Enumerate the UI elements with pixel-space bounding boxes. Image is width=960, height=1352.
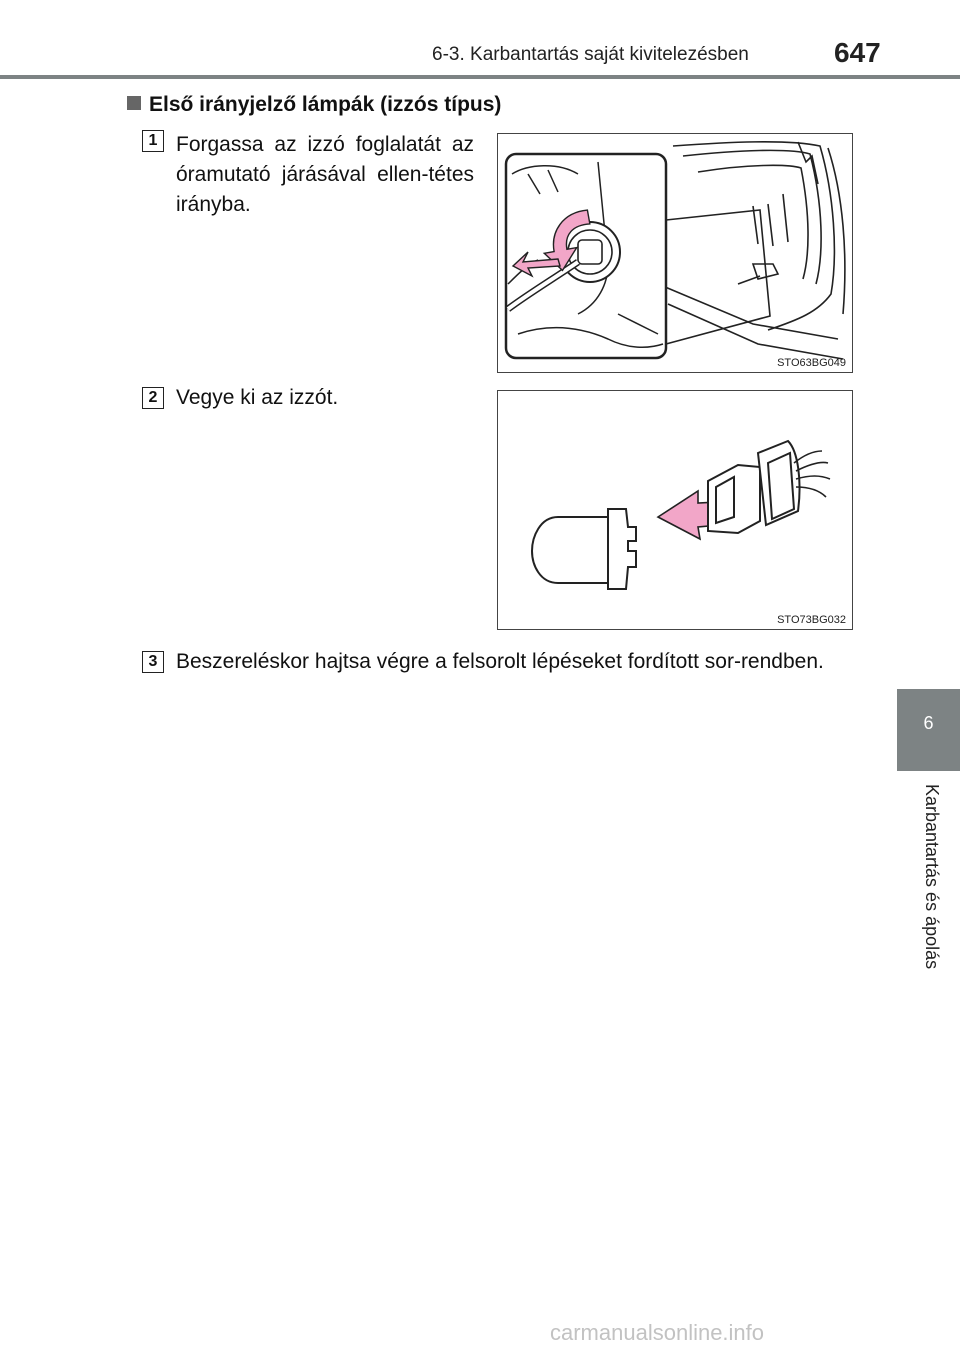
chapter-number: 6 (923, 713, 934, 733)
page-number: 647 (834, 37, 881, 68)
figure-2-drawing (498, 391, 853, 630)
figure-bulb-removal (497, 390, 853, 630)
step-1-text: Forgassa az izzó foglalatát az óramutató járásával ellen-tétes irányba. (176, 133, 474, 216)
chapter-title: Karbantartás és ápolás (922, 784, 942, 970)
step-3-badge: 3 (142, 651, 164, 673)
figure-1-code: STO63BG049 (777, 357, 846, 369)
section-title (127, 93, 501, 117)
chapter-tab (897, 689, 960, 771)
figure-2-code: STO73BG032 (777, 614, 846, 626)
step-1-badge: 1 (142, 130, 164, 152)
step-3-text: Beszereléskor hajtsa végre a felsorolt lépéseket fordított sor-rendben. (176, 650, 824, 673)
figure-1-drawing (498, 134, 853, 373)
step-2-text: Vegye ki az izzót. (176, 386, 339, 409)
header-rule (0, 75, 960, 79)
figure-bulb-socket-rotation (497, 133, 853, 373)
running-header: 6-3. Karbantartás saját kivitelezésben (432, 44, 749, 65)
section-title-text: Első irányjelző lámpák (izzós típus) (149, 93, 502, 116)
watermark: carmanualsonline.info (550, 1320, 765, 1345)
square-bullet-icon (127, 96, 141, 110)
step-2-badge: 2 (142, 387, 164, 409)
